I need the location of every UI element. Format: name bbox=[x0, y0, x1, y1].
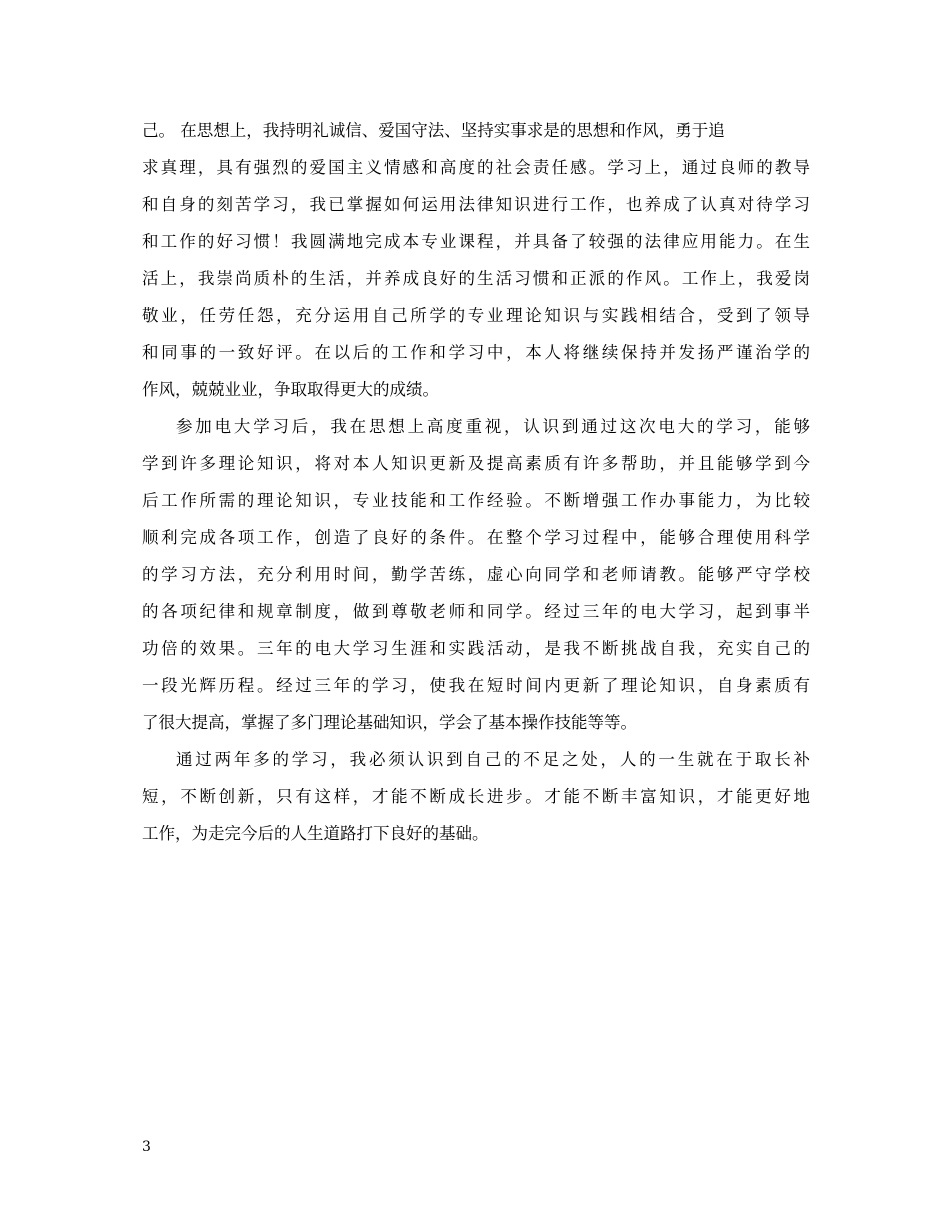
paragraph-line: 工作，为走完今后的人生道路打下良好的基础。 bbox=[142, 824, 489, 843]
paragraph-line: 和自身的刻苦学习，我已掌握如何运用法律知识进行工作，也养成了认真对待学习 bbox=[142, 195, 810, 214]
paragraph-line: 学到许多理论知识，将对本人知识更新及提高素质有许多帮助，并且能够学到今 bbox=[142, 454, 810, 473]
paragraph-3 bbox=[142, 741, 810, 852]
paragraph-line: 短，不断创新，只有这样，才能不断成长进步。才能不断丰富知识，才能更好地 bbox=[142, 787, 810, 806]
paragraph-line: 作风，兢兢业业，争取取得更大的成绩。 bbox=[142, 380, 439, 399]
paragraph-line: 和同事的一致好评。在以后的工作和学习中，本人将继续保持并发扬严谨治学的 bbox=[142, 343, 810, 362]
paragraph-line: 功倍的效果。三年的电大学习生涯和实践活动，是我不断挑战自我，充实自己的 bbox=[142, 639, 810, 658]
paragraph-line: 活上，我崇尚质朴的生活，并养成良好的生活习惯和正派的作风。工作上，我爱岗 bbox=[142, 269, 810, 288]
paragraph-line: 一段光辉历程。经过三年的学习，使我在短时间内更新了理论知识，自身素质有 bbox=[142, 676, 810, 695]
paragraph-line: 己。 在思想上，我持明礼诚信、爱国守法、坚持实事求是的思想和作风，勇于追 bbox=[142, 121, 725, 140]
paragraph-line: 通过两年多的学习，我必须认识到自己的不足之处，人的一生就在于取长补 bbox=[176, 750, 810, 769]
paragraph-line: 了很大提高，掌握了多门理论基础知识，学会了基本操作技能等等。 bbox=[142, 713, 637, 732]
paragraph-line: 求真理，具有强烈的爱国主义情感和高度的社会责任感。学习上，通过良师的教导 bbox=[142, 158, 810, 177]
paragraph-line: 的各项纪律和规章制度，做到尊敬老师和同学。经过三年的电大学习，起到事半 bbox=[142, 602, 810, 621]
paragraph-line: 的学习方法，充分利用时间，勤学苦练，虚心向同学和老师请教。能够严守学校 bbox=[142, 565, 810, 584]
document-body bbox=[142, 112, 810, 852]
paragraph-line: 和工作的好习惯！我圆满地完成本专业课程，并具备了较强的法律应用能力。在生 bbox=[142, 232, 810, 251]
paragraph-2 bbox=[142, 408, 810, 741]
paragraph-1 bbox=[142, 112, 810, 408]
paragraph-line: 顺利完成各项工作，创造了良好的条件。在整个学习过程中，能够合理使用科学 bbox=[142, 528, 810, 547]
paragraph-line: 后工作所需的理论知识，专业技能和工作经验。不断增强工作办事能力，为比较 bbox=[142, 491, 810, 510]
paragraph-line: 参加电大学习后，我在思想上高度重视，认识到通过这次电大的学习，能够 bbox=[176, 417, 810, 436]
page-number: 3 bbox=[142, 1139, 151, 1155]
paragraph-line: 敬业，任劳任怨，充分运用自己所学的专业理论知识与实践相结合，受到了领导 bbox=[142, 306, 810, 325]
